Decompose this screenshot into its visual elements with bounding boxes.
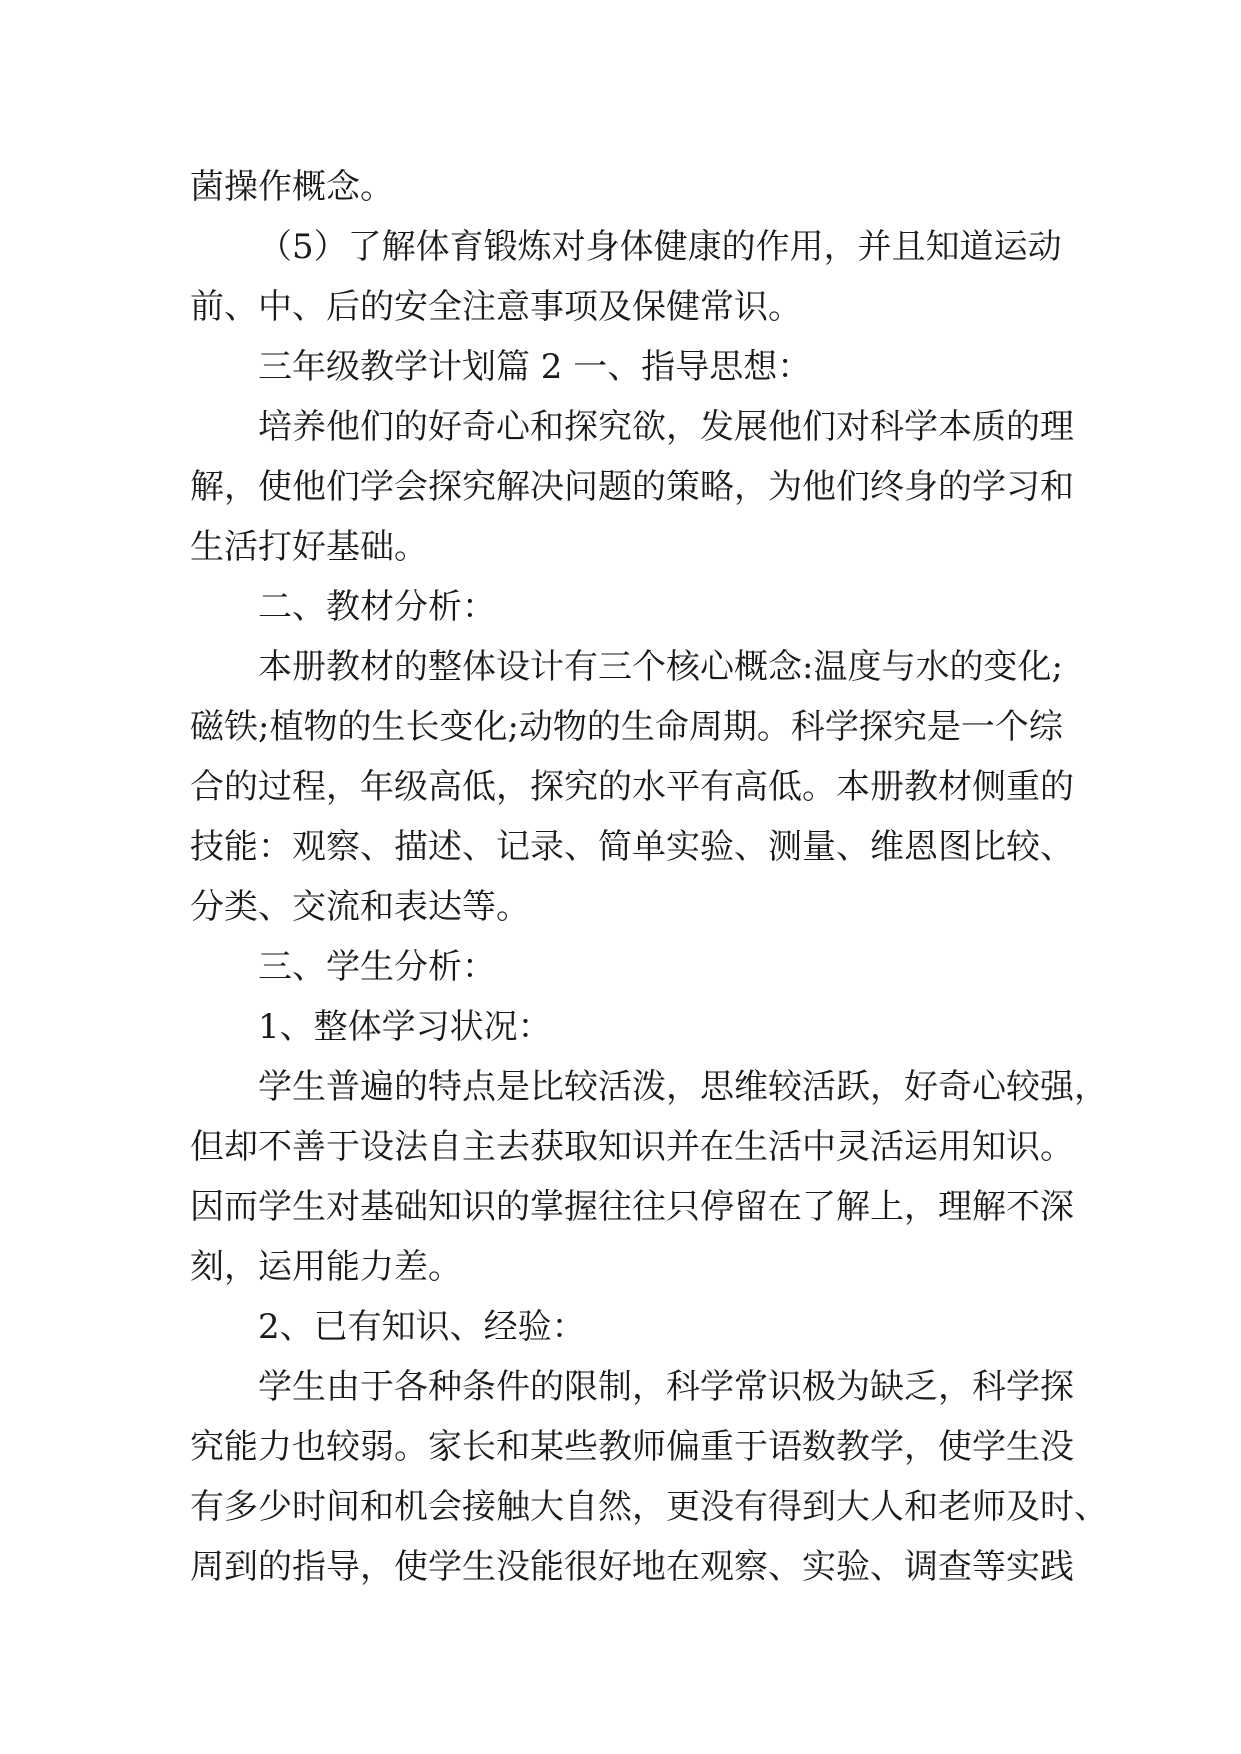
paragraph	[190, 1357, 1108, 1597]
body-text	[190, 157, 1108, 1597]
paragraph	[190, 1057, 1108, 1297]
text-line: 有多少时间和机会接触大自然，更没有得到大人和老师及时、	[190, 1487, 1108, 1527]
paragraph	[190, 577, 1060, 637]
paragraph	[190, 937, 1060, 997]
text-line: 学生由于各种条件的限制，科学常识极为缺乏，科学探	[258, 1367, 1074, 1407]
text-line: 菌操作概念。	[190, 167, 394, 207]
text-line: 培养他们的好奇心和探究欲，发展他们对科学本质的理	[258, 407, 1074, 447]
text-line: 因而学生对基础知识的掌握往往只停留在了解上，理解不深	[190, 1187, 1074, 1227]
paragraph	[190, 1297, 1060, 1357]
text-line: 解，使他们学会探究解决问题的策略，为他们终身的学习和	[190, 467, 1074, 507]
paragraph	[190, 637, 1074, 937]
paragraph	[190, 397, 1074, 577]
text-line: 1、整体学习状况：	[258, 1007, 552, 1047]
paragraph	[190, 157, 1060, 217]
text-line: 二、教材分析：	[258, 587, 496, 627]
text-line: 前、中、后的安全注意事项及保健常识。	[190, 287, 802, 327]
text-line: 本册教材的整体设计有三个核心概念:温度与水的变化;	[258, 647, 1063, 687]
text-line: （5）了解体育锻炼对身体健康的作用，并且知道运动	[258, 227, 1062, 267]
paragraph	[190, 217, 1060, 337]
text-line: 周到的指导，使学生没能很好地在观察、实验、调查等实践	[190, 1547, 1074, 1587]
text-line: 生活打好基础。	[190, 527, 428, 567]
text-line: 合的过程，年级高低，探究的水平有高低。本册教材侧重的	[190, 767, 1074, 807]
text-line: 学生普遍的特点是比较活泼，思维较活跃，好奇心较强，	[258, 1067, 1108, 1107]
text-line: 究能力也较弱。家长和某些教师偏重于语数教学，使学生没	[190, 1427, 1074, 1467]
text-line: 刻，运用能力差。	[190, 1247, 462, 1287]
text-line: 磁铁;植物的生长变化;动物的生命周期。科学探究是一个综	[190, 707, 1063, 747]
text-line: 但却不善于设法自主去获取知识并在生活中灵活运用知识。	[190, 1127, 1074, 1167]
paragraph	[190, 337, 1060, 397]
text-line: 2、已有知识、经验：	[258, 1307, 586, 1347]
text-line: 分类、交流和表达等。	[190, 887, 530, 927]
paragraph	[190, 997, 1060, 1057]
text-line: 技能：观察、描述、记录、简单实验、测量、维恩图比较、	[190, 827, 1074, 867]
text-line: 三年级教学计划篇 2 一、指导思想：	[258, 347, 812, 387]
text-line: 三、学生分析：	[258, 947, 496, 987]
